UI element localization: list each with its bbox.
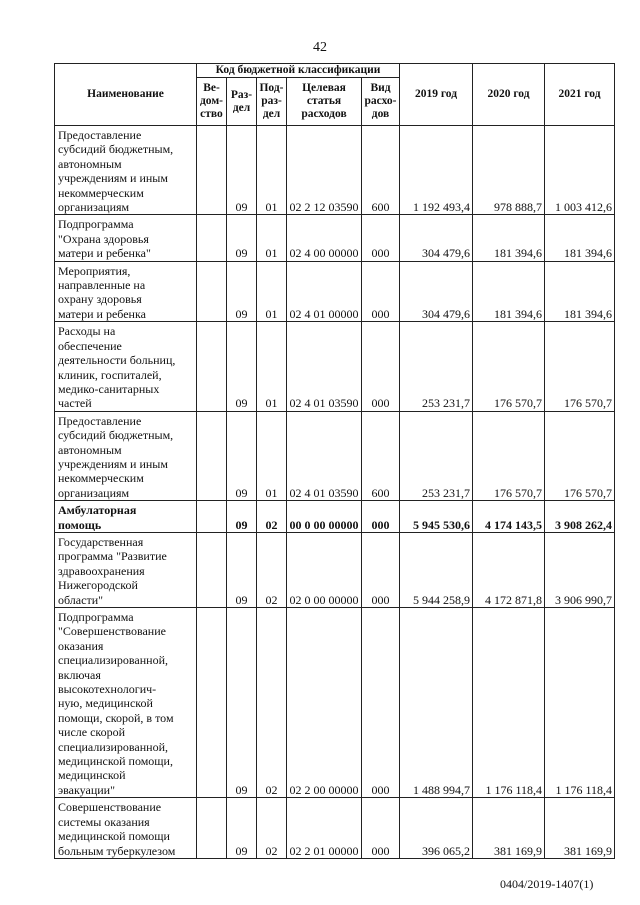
row-vedomstvo — [197, 798, 227, 859]
header-2021: 2021 год — [545, 64, 615, 126]
row-amount-2020: 4 174 143,5 — [473, 501, 545, 533]
row-name-text: Амбулаторная помощь — [58, 503, 137, 532]
row-amount-2021: 176 570,7 — [545, 322, 615, 411]
row-amount-2021: 1 176 118,4 — [545, 608, 615, 798]
row-amount-2021: 181 394,6 — [545, 261, 615, 322]
row-amount-2020: 176 570,7 — [473, 411, 545, 500]
row-razdel: 09 — [227, 215, 257, 261]
row-name-text: Мероприятия, направленные на охрану здоровья матери и ребенка — [58, 263, 146, 321]
table-row — [55, 322, 615, 411]
row-podrazdel: 02 — [257, 798, 287, 859]
row-name — [55, 798, 197, 859]
row-podrazdel: 01 — [257, 411, 287, 500]
row-name-text: Совершенствование системы оказания медицинской помощи больным туберкулезом — [58, 800, 176, 858]
row-razdel: 09 — [227, 532, 257, 607]
table-row — [55, 532, 615, 607]
row-amount-2021: 381 169,9 — [545, 798, 615, 859]
row-target-article: 00 0 00 00000 — [287, 501, 362, 533]
row-vedomstvo — [197, 532, 227, 607]
row-expense-type: 000 — [362, 215, 400, 261]
row-vedomstvo — [197, 322, 227, 411]
row-name — [55, 322, 197, 411]
table-row — [55, 261, 615, 322]
header-razdel: Раз- дел — [227, 78, 257, 126]
row-amount-2019: 1 488 994,7 — [400, 608, 473, 798]
row-amount-2019: 304 479,6 — [400, 215, 473, 261]
row-podrazdel: 01 — [257, 126, 287, 215]
row-name-text: Предоставление субсидий бюджетным, автономным учреждениям и иным некоммерческим организациям — [58, 128, 174, 215]
row-amount-2021: 176 570,7 — [545, 411, 615, 500]
row-podrazdel: 02 — [257, 501, 287, 533]
row-vedomstvo — [197, 411, 227, 500]
row-vedomstvo — [197, 501, 227, 533]
row-amount-2020: 1 176 118,4 — [473, 608, 545, 798]
row-name — [55, 126, 197, 215]
row-vedomstvo — [197, 126, 227, 215]
row-amount-2020: 176 570,7 — [473, 322, 545, 411]
row-amount-2019: 304 479,6 — [400, 261, 473, 322]
row-amount-2021: 3 906 990,7 — [545, 532, 615, 607]
row-amount-2019: 253 231,7 — [400, 322, 473, 411]
row-vedomstvo — [197, 261, 227, 322]
row-name — [55, 261, 197, 322]
row-razdel: 09 — [227, 261, 257, 322]
row-amount-2021: 3 908 262,4 — [545, 501, 615, 533]
budget-table — [54, 63, 615, 859]
row-podrazdel: 02 — [257, 532, 287, 607]
header-2019: 2019 год — [400, 64, 473, 126]
row-amount-2019: 1 192 493,4 — [400, 126, 473, 215]
row-target-article: 02 2 01 00000 — [287, 798, 362, 859]
row-expense-type: 000 — [362, 798, 400, 859]
row-expense-type: 000 — [362, 501, 400, 533]
row-target-article: 02 4 00 00000 — [287, 215, 362, 261]
row-razdel: 09 — [227, 322, 257, 411]
row-expense-type: 000 — [362, 322, 400, 411]
row-name-text: Государственная программа "Развитие здравоохранения Нижегородской области" — [58, 534, 167, 607]
row-amount-2021: 1 003 412,6 — [545, 126, 615, 215]
row-amount-2020: 381 169,9 — [473, 798, 545, 859]
row-razdel: 09 — [227, 411, 257, 500]
table-row — [55, 798, 615, 859]
row-vedomstvo — [197, 608, 227, 798]
row-expense-type: 000 — [362, 532, 400, 607]
row-name-text: Подпрограмма "Совершенствование оказания специализированной, включая высокотехнологич- ную, медицинской помощи, скорой, в том числе скорой специализированной, медицинской помощи, медицинской эвакуации" — [58, 610, 174, 797]
header-name: Наименование — [55, 64, 197, 126]
row-amount-2019: 253 231,7 — [400, 411, 473, 500]
row-podrazdel: 01 — [257, 261, 287, 322]
table-row — [55, 501, 615, 533]
row-podrazdel: 01 — [257, 215, 287, 261]
row-expense-type: 600 — [362, 126, 400, 215]
table-row — [55, 215, 615, 261]
row-amount-2020: 181 394,6 — [473, 215, 545, 261]
row-target-article: 02 2 12 03590 — [287, 126, 362, 215]
header-classification-group: Код бюджетной классификации — [197, 64, 400, 78]
header-expense-type: Вид расхо- дов — [362, 78, 400, 126]
row-name — [55, 608, 197, 798]
row-amount-2020: 181 394,6 — [473, 261, 545, 322]
row-razdel: 09 — [227, 608, 257, 798]
header-vedomstvo: Ве- дом- ство — [197, 78, 227, 126]
row-expense-type: 000 — [362, 608, 400, 798]
row-amount-2020: 978 888,7 — [473, 126, 545, 215]
row-razdel: 09 — [227, 798, 257, 859]
row-amount-2019: 396 065,2 — [400, 798, 473, 859]
row-name-text: Подпрограмма "Охрана здоровья матери и ребенка" — [58, 217, 151, 261]
row-amount-2019: 5 944 258,9 — [400, 532, 473, 607]
row-target-article: 02 4 01 03590 — [287, 322, 362, 411]
row-name-text: Предоставление субсидий бюджетным, автономным учреждениям и иным некоммерческим организациям — [58, 413, 174, 500]
row-expense-type: 600 — [362, 411, 400, 500]
page-number: 42 — [313, 40, 327, 55]
row-amount-2019: 5 945 530,6 — [400, 501, 473, 533]
row-target-article: 02 0 00 00000 — [287, 532, 362, 607]
row-target-article: 02 2 00 00000 — [287, 608, 362, 798]
row-target-article: 02 4 01 00000 — [287, 261, 362, 322]
header-target-article: Целевая статья расходов — [287, 78, 362, 126]
table-row — [55, 608, 615, 798]
table-row — [55, 411, 615, 500]
row-name — [55, 215, 197, 261]
row-amount-2020: 4 172 871,8 — [473, 532, 545, 607]
table-row — [55, 126, 615, 215]
row-vedomstvo — [197, 215, 227, 261]
row-name — [55, 501, 197, 533]
row-razdel: 09 — [227, 501, 257, 533]
row-razdel: 09 — [227, 126, 257, 215]
header-2020: 2020 год — [473, 64, 545, 126]
header-podrazdel: Под- раз- дел — [257, 78, 287, 126]
row-podrazdel: 01 — [257, 322, 287, 411]
row-podrazdel: 02 — [257, 608, 287, 798]
row-name-text: Расходы на обеспечение деятельности больниц, клиник, госпиталей, медико-санитарных частей — [58, 324, 176, 411]
row-target-article: 02 4 01 03590 — [287, 411, 362, 500]
row-name — [55, 532, 197, 607]
row-name — [55, 411, 197, 500]
row-amount-2021: 181 394,6 — [545, 215, 615, 261]
row-expense-type: 000 — [362, 261, 400, 322]
document-code: 0404/2019-1407(1) — [500, 877, 594, 891]
